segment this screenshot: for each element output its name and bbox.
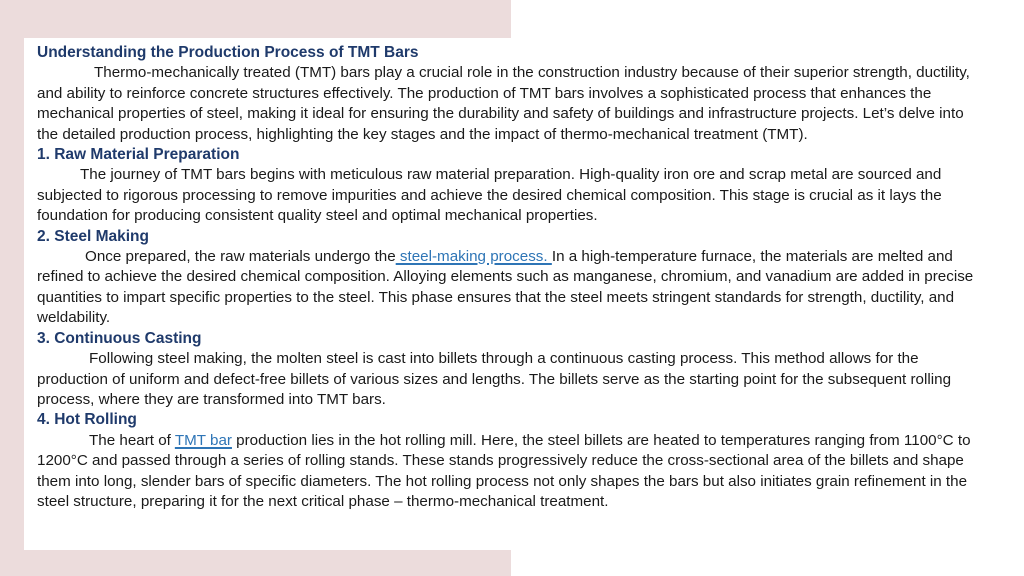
steel-making-text-before: Once prepared, the raw materials undergo the: [85, 248, 396, 266]
section-heading-continuous-casting: 3. Continuous Casting: [37, 329, 202, 347]
slide: [24, 38, 1000, 550]
section-heading-raw-material: 1. Raw Material Preparation: [37, 146, 240, 164]
article-title: Understanding the Production Process of TMT Bars: [37, 44, 419, 61]
section-heading-steel-making: 2. Steel Making: [37, 227, 149, 245]
steel-making-process-link[interactable]: steel-making process.: [395, 248, 552, 266]
article: [37, 43, 987, 512]
section-body-steel-making: [37, 247, 987, 329]
section-body-hot-rolling: [37, 431, 987, 513]
hot-rolling-text-before: The heart of: [89, 431, 175, 449]
tmt-bar-link[interactable]: TMT bar: [174, 431, 232, 449]
section-body-continuous-casting: Following steel making, the molten steel is cast into billets through a continuous casting process. This method allows for the production of uniform and defect-free billets of various sizes and lengths. The billets serve as the starting point for the subsequent rolling process, where they are transformed into TMT bars.: [37, 350, 952, 408]
intro-paragraph: Thermo-mechanically treated (TMT) bars play a crucial role in the construction industry because of their superior strength, ductility, and ability to reinforce concrete structures effectively. The production of TMT bars involves a sophisticated process that enhances the mechanical properties of steel, making it ideal for ensuring the durability and safety of buildings and infrastructure projects. Let’s delve into the detailed production process, highlighting the key stages and the impact of thermo-mechanical treatment (TMT).: [37, 64, 970, 143]
section-body-raw-material: The journey of TMT bars begins with meticulous raw material preparation. High-quality iron ore and scrap metal are sourced and subjected to rigorous processing to remove impurities and achieve the desired chemical composition. This stage is crucial as it lays the foundation for producing consistent quality steel and optimal mechanical properties.: [37, 166, 942, 225]
hot-rolling-text-after: production lies in the hot rolling mill. Here, the steel billets are heated to temperatures ranging from 1100°C to 1200°C and passed through a series of rolling stands. These stands progressively reduce the cross-sectional area of the billets and shape them into long, slender bars of specific diameters. The hot rolling process not only shapes the bars but also initiates grain refinement in the steel structure, preparing it for the next critical phase – thermo-mechanical treatment.: [37, 431, 971, 510]
section-heading-hot-rolling: 4. Hot Rolling: [37, 411, 137, 429]
steel-making-text-after: In a high-temperature furnace, the materials are melted and refined to achieve the desired chemical composition. Alloying elements such as manganese, chromium, and vanadium are added in precise quantities to impart specific properties to the steel. This phase ensures that the steel meets stringent standards for strength, ductility, and weldability.: [37, 248, 974, 327]
